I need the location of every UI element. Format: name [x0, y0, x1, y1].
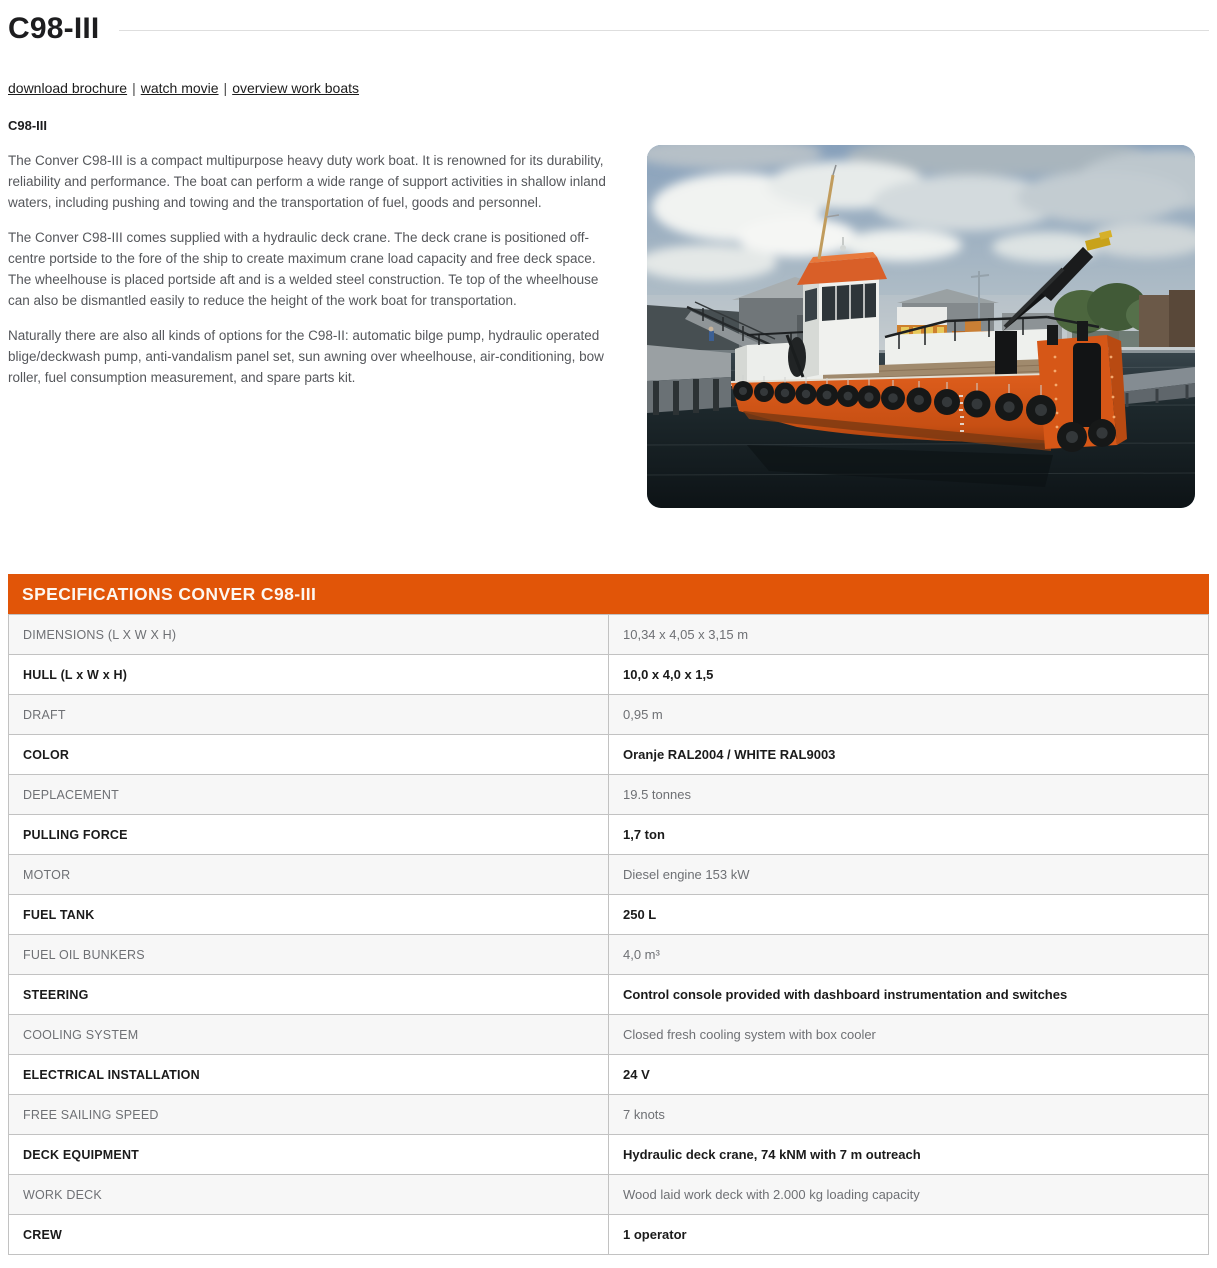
- spec-value: 7 knots: [609, 1095, 1209, 1135]
- spec-label: PULLING FORCE: [9, 815, 609, 855]
- spec-label: DIMENSIONS (L X W X H): [9, 615, 609, 655]
- article-paragraph: The Conver C98-III comes supplied with a hydraulic deck crane. The deck crane is positioned off-centre portside to the fore of the ship to create maximum crane load capacity and free deck space. The wheelhouse is placed portside aft and is a welded steel construction. Te top of the wheelhouse can also be dismantled easily to reduce the height of the work boat for transportation.: [8, 230, 599, 308]
- spec-row: [9, 935, 1209, 975]
- spec-row: [9, 975, 1209, 1015]
- spec-value: 4,0 m³: [609, 935, 1209, 975]
- title-divider: [119, 30, 1209, 31]
- nav-link-watch-movie[interactable]: watch movie: [140, 80, 219, 96]
- boat-photo: [647, 145, 1195, 508]
- spec-row: [9, 615, 1209, 655]
- nav-link-overview-work-boats[interactable]: overview work boats: [232, 80, 360, 96]
- boat-photo-illustration: [647, 145, 1195, 508]
- specifications-section: [8, 574, 1209, 1255]
- spec-value: Control console provided with dashboard instrumentation and switches: [609, 975, 1209, 1015]
- spec-value: 1,7 ton: [609, 815, 1209, 855]
- spec-value: 10,0 x 4,0 x 1,5: [609, 655, 1209, 695]
- spec-value: Diesel engine 153 kW: [609, 855, 1209, 895]
- spec-value: 10,34 x 4,05 x 3,15 m: [609, 615, 1209, 655]
- spec-row: [9, 1095, 1209, 1135]
- link-separator: |: [132, 80, 136, 96]
- spec-value: 19.5 tonnes: [609, 775, 1209, 815]
- spec-value: 250 L: [609, 895, 1209, 935]
- spec-value: Hydraulic deck crane, 74 kNM with 7 m outreach: [609, 1135, 1209, 1175]
- spec-value: Oranje RAL2004 / WHITE RAL9003: [609, 735, 1209, 775]
- spec-label: FREE SAILING SPEED: [9, 1095, 609, 1135]
- wheelhouse-windows: [822, 283, 876, 321]
- spec-row: [9, 815, 1209, 855]
- person: [709, 331, 714, 341]
- spec-row: [9, 735, 1209, 775]
- spec-row: [9, 695, 1209, 735]
- spec-label: STEERING: [9, 975, 609, 1015]
- content-area: [8, 118, 1209, 522]
- spec-row: [9, 1135, 1209, 1175]
- title-row: [8, 10, 1209, 48]
- nav-link-download-brochure[interactable]: download brochure: [8, 80, 128, 96]
- spec-value: 24 V: [609, 1055, 1209, 1095]
- bollard: [1047, 325, 1058, 345]
- spec-row: [9, 775, 1209, 815]
- spec-row: [9, 895, 1209, 935]
- spec-label: HULL (L x W x H): [9, 655, 609, 695]
- link-separator: |: [223, 80, 228, 96]
- spec-label: DECK EQUIPMENT: [9, 1135, 609, 1175]
- spec-value: Wood laid work deck with 2.000 kg loading capacity: [609, 1175, 1209, 1215]
- spec-label: CREW: [9, 1215, 609, 1255]
- spec-row: [9, 655, 1209, 695]
- specs-header: SPECIFICATIONS CONVER C98-III: [8, 574, 1209, 614]
- spec-label: MOTOR: [9, 855, 609, 895]
- specs-table-body: [9, 615, 1209, 1255]
- spec-row: [9, 1015, 1209, 1055]
- specs-table: [8, 614, 1209, 1255]
- article: [8, 118, 609, 388]
- article-paragraphs: [8, 150, 609, 388]
- spec-label: FUEL OIL BUNKERS: [9, 935, 609, 975]
- spec-value: 0,95 m: [609, 695, 1209, 735]
- stern-fender: [1073, 343, 1101, 427]
- spec-row: [9, 1215, 1209, 1255]
- spec-label: DRAFT: [9, 695, 609, 735]
- spec-value: 1 operator: [609, 1215, 1209, 1255]
- spec-label: DEPLACEMENT: [9, 775, 609, 815]
- article-heading: C98-III: [8, 118, 48, 133]
- spec-label: WORK DECK: [9, 1175, 609, 1215]
- spec-label: FUEL TANK: [9, 895, 609, 935]
- spec-value: Closed fresh cooling system with box cooler: [609, 1015, 1209, 1055]
- spec-row: [9, 1175, 1209, 1215]
- nav-links: [8, 79, 1209, 97]
- spec-row: [9, 1055, 1209, 1095]
- spec-row: [9, 855, 1209, 895]
- spec-label: COLOR: [9, 735, 609, 775]
- spec-label: ELECTRICAL INSTALLATION: [9, 1055, 609, 1095]
- page-title: C98-III: [8, 12, 100, 45]
- article-paragraph: Naturally there are also all kinds of options for the C98-II: automatic bilge pump, hydraulic operated blige/deckwash pump, anti-vandalism panel set, sun awning over wheelhouse, air-conditioning, bow roller, fuel consumption measurement, and spare parts kit.: [8, 328, 604, 385]
- article-paragraph: The Conver C98-III is a compact multipurpose heavy duty work boat. It is renowned for its durability, reliability and performance. The boat can perform a wide range of support activities in shallow inland waters, including pushing and towing and the transportation of fuel, goods and personnel.: [8, 153, 606, 210]
- spec-label: COOLING SYSTEM: [9, 1015, 609, 1055]
